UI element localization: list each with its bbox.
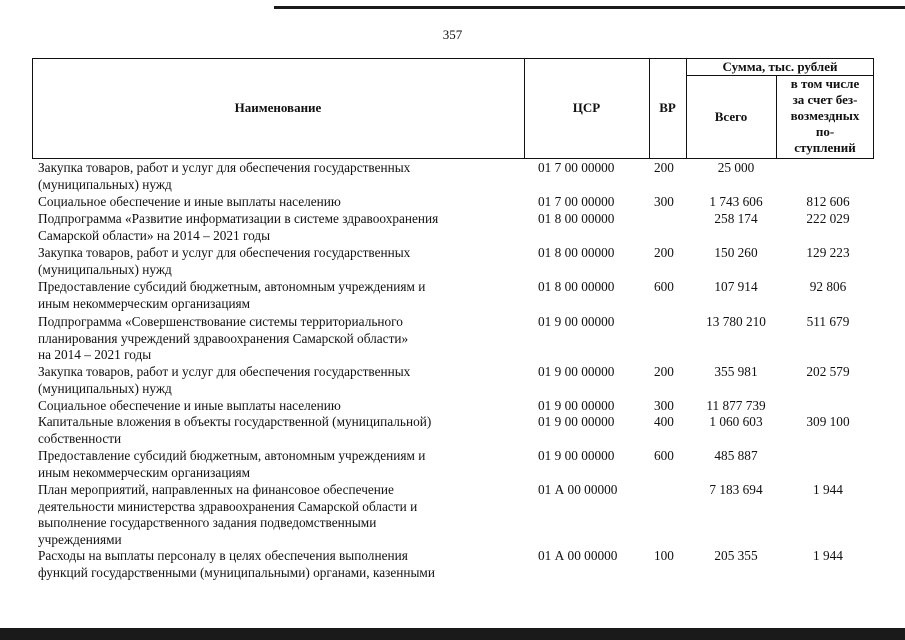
row-grant: 1 944 [813,548,843,563]
row-total: 258 174 [714,211,758,226]
row-grant: 309 100 [806,414,850,429]
row-grant: 1 944 [813,482,843,497]
row-total: 150 260 [714,245,758,260]
row-name: Закупка товаров, работ и услуг для обеспечения государственных (муниципальных) нужд [38,364,411,396]
row-name: Капитальные вложения в объекты государственной (муниципальной) собственности [38,414,432,446]
row-csr: 01 8 00 00000 [538,279,615,294]
scan-edge-bottom [0,628,905,640]
page-number: 357 [442,27,463,42]
row-grant: 129 223 [806,245,850,260]
row-csr: 01 9 00 00000 [538,448,615,463]
row-name: Предоставление субсидий бюджетным, автономным учреждениям и иным некоммерческим организациям [38,448,426,480]
header-csr: ЦСР [572,100,601,115]
row-total: 11 877 739 [706,398,766,413]
row-vr: 200 [654,245,674,260]
row-name: Закупка товаров, работ и услуг для обеспечения государственных (муниципальных) нужд [38,160,411,192]
table-header [32,58,874,159]
row-total: 25 000 [717,160,755,175]
row-csr: 01 8 00 00000 [538,211,615,226]
row-total: 355 981 [714,364,758,379]
row-vr: 200 [654,160,674,175]
row-vr: 100 [654,548,674,563]
row-total: 485 887 [714,448,758,463]
row-grant: 202 579 [806,364,850,379]
row-name: Расходы на выплаты персоналу в целях обеспечения выполнения функций государственными (муниципальными) органами, казенными [38,548,435,580]
row-name: Подпрограмма «Развитие информатизации в системе здравоохранения Самарской области» на 2014 – 2021 годы [38,211,439,243]
row-total: 205 355 [714,548,758,563]
header-name: Наименование [234,100,322,115]
row-vr: 600 [654,448,674,463]
row-name: Предоставление субсидий бюджетным, автономным учреждениям и иным некоммерческим организациям [38,279,426,311]
row-csr: 01 9 00 00000 [538,414,615,429]
header-sum: Сумма, тыс. рублей [722,58,838,74]
header-grant: в том числе за счет без- возмездных по- ступлений [790,76,860,155]
row-total: 107 914 [714,279,758,294]
row-vr: 300 [654,194,674,209]
row-name: Социальное обеспечение и иные выплаты населению [38,194,341,209]
row-name: Закупка товаров, работ и услуг для обеспечения государственных (муниципальных) нужд [38,245,411,277]
row-csr: 01 9 00 00000 [538,364,615,379]
header-total: Всего [714,108,748,124]
row-name: План мероприятий, направленных на финансовое обеспечение деятельности министерства здравоохранения Самарской области и выполнение государственного задания подведомственными учреждениями [38,482,418,547]
row-vr: 300 [654,398,674,413]
header-vr: ВР [659,100,676,115]
row-total: 13 780 210 [706,314,766,329]
row-csr: 01 7 00 00000 [538,160,615,175]
scan-edge-top [274,6,905,9]
row-vr: 400 [654,414,674,429]
row-total: 1 743 606 [709,194,763,209]
row-vr: 200 [654,364,674,379]
row-total: 7 183 694 [709,482,763,497]
row-name: Подпрограмма «Совершенствование системы территориального планирования учреждений здравоохранения Самарской области» на 2014 – 2021 годы [38,314,409,362]
row-csr: 01 А 00 00000 [538,548,618,563]
row-csr: 01 9 00 00000 [538,398,615,413]
row-csr: 01 7 00 00000 [538,194,615,209]
row-grant: 222 029 [806,211,850,226]
row-grant: 511 679 [806,314,850,329]
header-border-bottom [32,158,874,159]
row-grant: 92 806 [809,279,847,294]
row-grant: 812 606 [806,194,850,209]
row-vr: 600 [654,279,674,294]
row-csr: 01 А 00 00000 [538,482,618,497]
row-csr: 01 8 00 00000 [538,245,615,260]
row-name: Социальное обеспечение и иные выплаты населению [38,398,341,413]
row-total: 1 060 603 [709,414,763,429]
row-csr: 01 9 00 00000 [538,314,615,329]
